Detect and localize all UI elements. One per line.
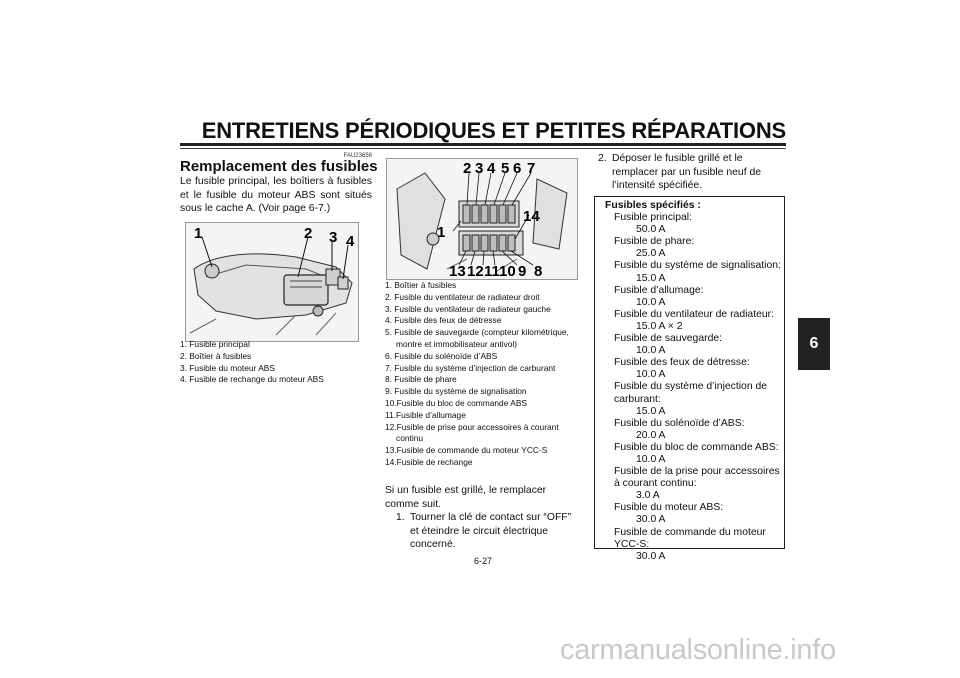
step-text: Déposer le fusible grillé et le remplacer par un fusible neuf de l’intensité spécifiée. — [612, 153, 762, 192]
section-code: FAU23658 — [343, 153, 372, 159]
header-rule — [180, 143, 786, 146]
fuse-label: Fusible des feux de détresse: — [614, 357, 750, 369]
callout-7: 7 — [527, 160, 536, 177]
callout-10: 10 — [499, 263, 516, 279]
fuse-value: 15.0 A × 2 — [636, 320, 683, 332]
fuse-spec-header: Fusibles spécifiés : — [605, 200, 701, 211]
fuse-label: Fusible de phare: — [614, 236, 695, 248]
fuse-value: 20.0 A — [636, 429, 666, 441]
legend-item: 10.Fusible du bloc de commande ABS — [385, 397, 527, 408]
fuse-value: 10.0 A — [636, 345, 666, 357]
fuse-label: Fusible du bloc de commande ABS: — [614, 441, 779, 453]
legend-item: 4. Fusible de rechange du moteur ABS — [180, 374, 324, 385]
fuse-value: 25.0 A — [636, 248, 666, 260]
watermark: carmanualsonline.info — [560, 634, 836, 666]
fuse-label: Fusible du ventilateur de radiateur: — [614, 308, 774, 320]
callout-4: 4 — [487, 160, 496, 177]
legend-item: 2. Boîtier à fusibles — [180, 350, 252, 361]
fuse-value: 10.0 A — [636, 369, 666, 381]
fuse-label: Fusible de commande du moteur YCC-S: — [614, 526, 766, 550]
motorcycle-underseat-drawing — [186, 223, 358, 341]
step-2 — [598, 152, 786, 193]
fuse-label: Fusible principal: — [614, 212, 692, 224]
callout-4: 4 — [346, 233, 355, 250]
callout-13: 13 — [449, 263, 466, 279]
chapter-tab: 6 — [798, 318, 830, 370]
fuse-label: Fusible du solénoïde d’ABS: — [614, 417, 745, 429]
callout-11: 11 — [484, 263, 500, 279]
fuse-value: 15.0 A — [636, 272, 666, 284]
legend-item: 7. Fusible du système d’injection de carburant — [385, 362, 556, 373]
callout-2: 2 — [304, 225, 313, 242]
callout-6: 6 — [513, 160, 522, 177]
fuse-label: Fusible de la prise pour accessoires à courant continu: — [614, 466, 780, 490]
fuse-value: 30.0 A — [636, 514, 666, 526]
legend-item: 1. Fusible principal — [180, 339, 250, 349]
replacement-intro: Si un fusible est grillé, le remplacer comme suit. — [385, 485, 547, 510]
specified-fuses-box — [594, 196, 785, 562]
fuse-label: Fusible d’allumage: — [614, 284, 704, 296]
fuse-value: 50.0 A — [636, 224, 666, 236]
fuse-value: 3.0 A — [636, 490, 660, 502]
step-text: Tourner la clé de contact sur “OFF” et éteindre le circuit électrique concerné. — [410, 512, 572, 551]
fuse-value: 30.0 A — [636, 550, 666, 562]
step-number: 1. — [396, 512, 405, 523]
fuse-label: Fusible du système de signalisation: — [614, 260, 781, 272]
fuse-value: 10.0 A — [636, 453, 666, 465]
legend-item: 13.Fusible de commande du moteur YCC-S — [385, 445, 548, 456]
callout-9: 9 — [518, 263, 527, 279]
fuse-location-illustration — [185, 222, 359, 342]
figure2-legend — [385, 280, 577, 469]
fuse-value: 15.0 A — [636, 405, 666, 417]
callout-3: 3 — [329, 229, 338, 246]
legend-item: 3. Fusible du moteur ABS — [180, 362, 275, 373]
callout-14: 14 — [523, 208, 540, 225]
callout-5: 5 — [501, 160, 510, 177]
fuse-label: Fusible du système d’injection de carburant: — [614, 381, 768, 405]
step-1 — [396, 511, 577, 552]
callout-3: 3 — [475, 160, 484, 177]
section-title: Remplacement des fusibles — [180, 158, 378, 175]
page-number: 6-27 — [473, 556, 492, 566]
legend-item: 14.Fusible de rechange — [385, 456, 473, 467]
page-header-title: ENTRETIENS PÉRIODIQUES ET PETITES RÉPARATIONS — [201, 118, 786, 143]
fuse-box-illustration — [386, 158, 578, 280]
legend-item: 5. Fusible de sauvegarde (compteur kilométrique, montre et immobilisateur antivol) — [385, 327, 569, 349]
step-number: 2. — [598, 153, 607, 164]
legend-item: 3. Fusible du ventilateur de radiateur gauche — [385, 303, 551, 314]
callout-1: 1 — [194, 225, 203, 242]
fuse-box-drawing — [387, 159, 577, 279]
header-rule-thin — [180, 148, 786, 149]
fuse-label: Fusible du moteur ABS: — [614, 502, 724, 514]
legend-item: 1. Boîtier à fusibles — [385, 280, 457, 290]
callout-12: 12 — [467, 263, 484, 279]
legend-item: 6. Fusible du solénoïde d’ABS — [385, 350, 498, 361]
fuse-label: Fusible de sauvegarde: — [614, 333, 723, 345]
legend-item: 12.Fusible de prise pour accessoires à courant continu — [385, 421, 559, 444]
fuse-value: 10.0 A — [636, 296, 666, 308]
callout-8: 8 — [534, 263, 543, 279]
legend-item: 9. Fusible du système de signalisation — [385, 386, 527, 397]
legend-item: 4. Fusible des feux de détresse — [385, 315, 502, 326]
callout-2: 2 — [463, 160, 472, 177]
callout-1: 1 — [437, 224, 446, 241]
legend-item: 8. Fusible de phare — [385, 374, 457, 385]
legend-item: 11.Fusible d’allumage — [385, 409, 466, 420]
figure1-legend — [180, 339, 370, 386]
legend-item: 2. Fusible du ventilateur de radiateur droit — [385, 291, 540, 302]
intro-paragraph: Le fusible principal, les boîtiers à fusibles et le fusible du moteur ABS sont situés sous le cache A. (Voir page 6-7.) — [180, 176, 372, 215]
